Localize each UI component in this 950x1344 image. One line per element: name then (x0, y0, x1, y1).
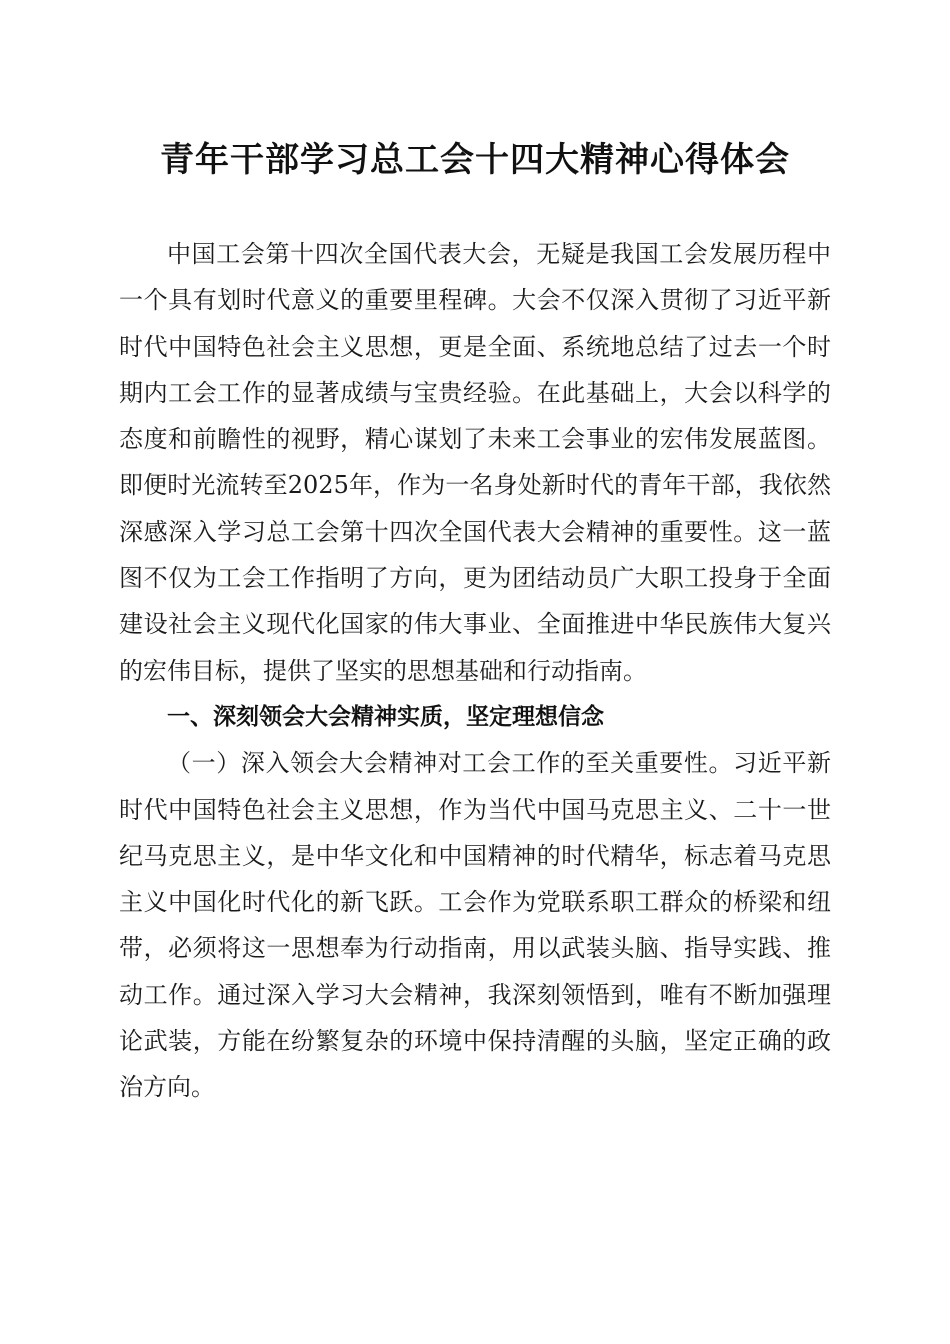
section-heading-1: 一、深刻领会大会精神实质，坚定理想信念 (167, 703, 604, 730)
document-body (119, 231, 831, 1111)
document-title: 青年干部学习总工会十四大精神心得体会 (160, 140, 790, 180)
section-1-paragraph-1: （一）深入领会大会精神对工会工作的至关重要性。习近平新时代中国特色社会主义思想，作为当代中国马克思主义、二十一世纪马克思主义，是中华文化和中国精神的时代精华，标志着马克思主义中国化时代化的新飞跃。工会作为党联系职工群众的桥梁和纽带，必须将这一思想奉为行动指南，用以武装头脑、指导实践、推动工作。通过深入学习大会精神，我深刻领悟到，唯有不断加强理论武装，方能在纷繁复杂的环境中保持清醒的头脑，坚定正确的政治方向。 (119, 749, 831, 1102)
intro-paragraph: 中国工会第十四次全国代表大会，无疑是我国工会发展历程中一个具有划时代意义的重要里程碑。大会不仅深入贯彻了习近平新时代中国特色社会主义思想，更是全面、系统地总结了过去一个时期内工会工作的显著成绩与宝贵经验。在此基础上，大会以科学的态度和前瞻性的视野，精心谋划了未来工会事业的宏伟发展蓝图。即便时光流转至2025年，作为一名身处新时代的青年干部，我依然深感深入学习总工会第十四次全国代表大会精神的重要性。这一蓝图不仅为工会工作指明了方向，更为团结动员广大职工投身于全面建设社会主义现代化国家的伟大事业、全面推进中华民族伟大复兴的宏伟目标，提供了坚实的思想基础和行动指南。 (119, 240, 831, 685)
